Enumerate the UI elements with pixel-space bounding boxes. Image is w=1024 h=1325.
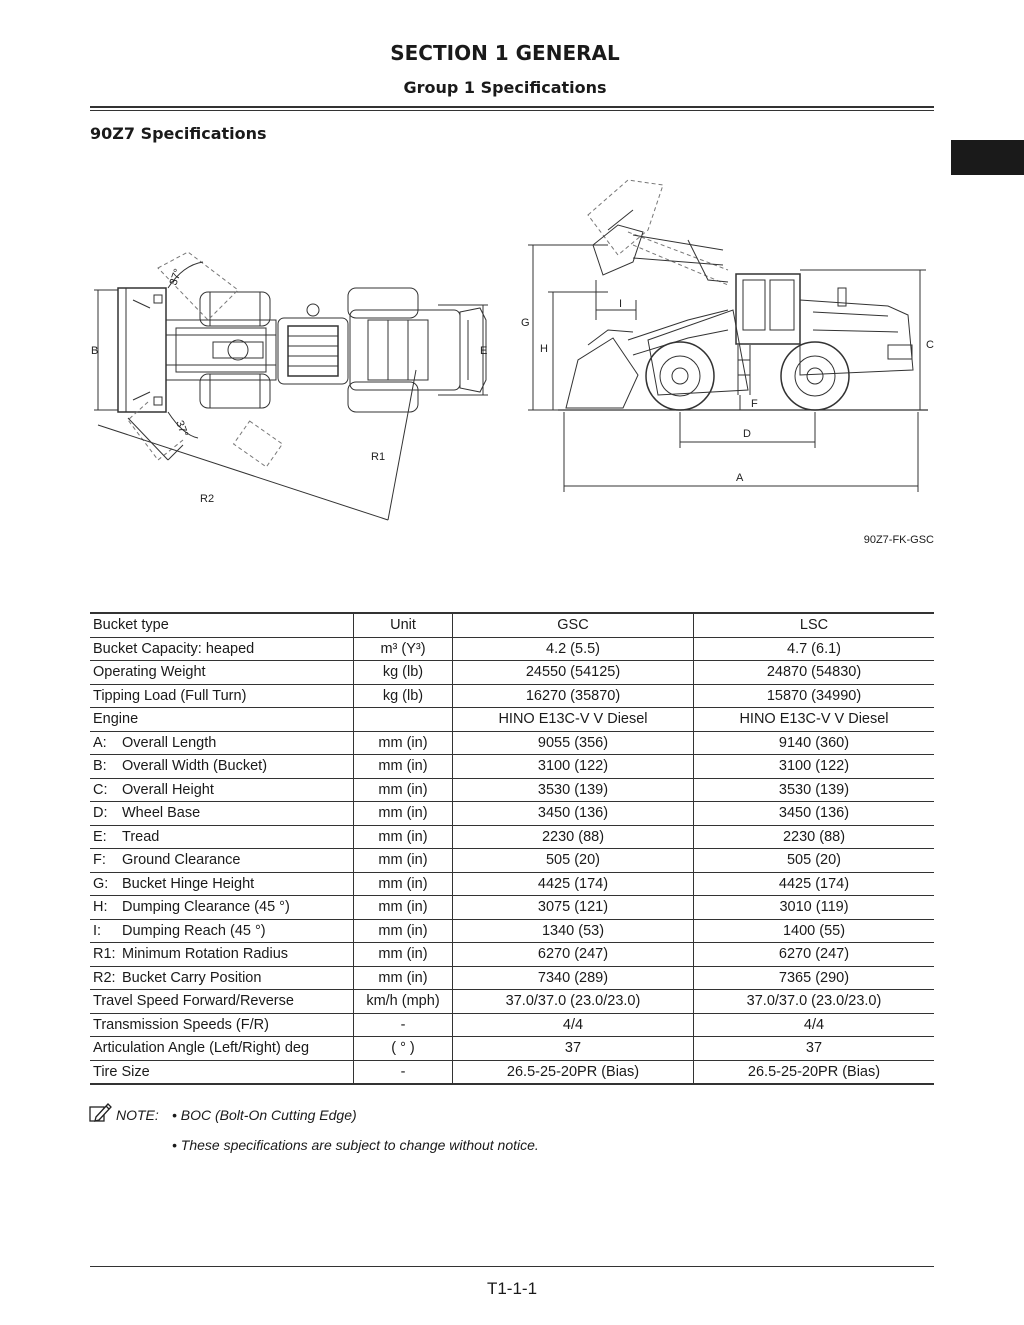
spec-unit: kg (lb)	[354, 661, 453, 685]
header-rule	[90, 106, 934, 108]
spec-gsc-value: 4.2 (5.5)	[453, 637, 694, 661]
spec-gsc-value: 3075 (121)	[453, 896, 694, 920]
table-row	[90, 825, 934, 849]
section-title: SECTION 1 GENERAL	[390, 41, 620, 65]
dim-label-d: D	[743, 428, 751, 440]
spec-item-prefix: I:	[93, 922, 102, 939]
spec-gsc-value: 3530 (139)	[453, 778, 694, 802]
dim-label-h: H	[540, 343, 548, 355]
spec-item-label: Operating Weight	[93, 664, 206, 681]
spec-gsc-value: 6270 (247)	[453, 943, 694, 967]
footer-rule	[90, 1266, 934, 1267]
spec-gsc-value: 3100 (122)	[453, 755, 694, 779]
table-row	[90, 684, 934, 708]
table-header-row	[90, 613, 934, 637]
spec-gsc-value: HINO E13C-V V Diesel	[453, 708, 694, 732]
note-item-disclaimer: • These specifications are subject to change without notice.	[172, 1137, 539, 1153]
group-title: Group 1 Specifications	[403, 78, 607, 97]
header-rule-thin	[90, 110, 934, 111]
spec-item-label: Tire Size	[93, 1063, 150, 1080]
spec-unit: kg (lb)	[354, 684, 453, 708]
spec-gsc-value: 26.5-25-20PR (Bias)	[453, 1060, 694, 1084]
spec-item-prefix: H:	[93, 899, 108, 916]
table-row	[90, 731, 934, 755]
spec-gsc-value: 505 (20)	[453, 849, 694, 873]
spec-gsc-value: 16270 (35870)	[453, 684, 694, 708]
dim-label-i: I	[619, 298, 623, 310]
figure-caption: 90Z7-FK-GSC	[863, 534, 934, 546]
spec-item	[90, 1013, 354, 1037]
header-unit: Unit	[354, 613, 453, 637]
spec-item-label: Bucket Carry Position	[122, 969, 262, 986]
spec-item	[90, 661, 354, 685]
spec-unit: mm (in)	[354, 778, 453, 802]
spec-lsc-value: 1400 (55)	[694, 919, 935, 943]
spec-item-label: Articulation Angle (Left/Right) deg	[93, 1040, 310, 1057]
dim-label-e: E	[480, 345, 488, 357]
table-row	[90, 755, 934, 779]
spec-unit: mm (in)	[354, 755, 453, 779]
spec-lsc-value: 3100 (122)	[694, 755, 935, 779]
note-item-boc: • BOC (Bolt-On Cutting Edge)	[172, 1107, 357, 1123]
spec-lsc-value: 4/4	[694, 1013, 935, 1037]
spec-unit: mm (in)	[354, 966, 453, 990]
spec-unit: km/h (mph)	[354, 990, 453, 1014]
spec-lsc-value: 3530 (139)	[694, 778, 935, 802]
spec-item-label: Bucket Hinge Height	[122, 875, 255, 892]
spec-gsc-value: 4425 (174)	[453, 872, 694, 896]
spec-item-prefix: A:	[93, 734, 107, 751]
spec-item-label: Tipping Load (Full Turn)	[93, 687, 247, 704]
spec-unit: mm (in)	[354, 802, 453, 826]
spec-item-label: Minimum Rotation Radius	[122, 946, 289, 963]
spec-item	[90, 1037, 354, 1061]
spec-item-label: Wheel Base	[122, 805, 201, 822]
spec-item	[90, 849, 354, 873]
spec-item-prefix: E:	[93, 828, 107, 845]
spec-unit: ( ° )	[354, 1037, 453, 1061]
dim-label-a: A	[736, 472, 744, 484]
spec-lsc-value: 37	[694, 1037, 935, 1061]
spec-item-prefix: R2:	[93, 969, 116, 986]
spec-lsc-value: 7365 (290)	[694, 966, 935, 990]
spec-unit: mm (in)	[354, 896, 453, 920]
spec-item-label: Transmission Speeds (F/R)	[93, 1016, 269, 1033]
spec-unit: mm (in)	[354, 731, 453, 755]
spec-item	[90, 802, 354, 826]
spec-lsc-value: HINO E13C-V V Diesel	[694, 708, 935, 732]
spec-unit	[354, 708, 453, 732]
spec-item	[90, 731, 354, 755]
spec-item-prefix: C:	[93, 781, 108, 798]
spec-item	[90, 919, 354, 943]
spec-item-prefix: F:	[93, 852, 106, 869]
table-row	[90, 849, 934, 873]
table-row	[90, 990, 934, 1014]
spec-item-label: Ground Clearance	[122, 852, 241, 869]
spec-unit: -	[354, 1013, 453, 1037]
spec-lsc-value: 4425 (174)	[694, 872, 935, 896]
spec-item-label: Dumping Clearance (45 °)	[122, 899, 290, 916]
header-gsc: GSC	[453, 613, 694, 637]
spec-lsc-value: 3010 (119)	[694, 896, 935, 920]
spec-unit: mm (in)	[354, 943, 453, 967]
table-row	[90, 1060, 934, 1084]
spec-item	[90, 943, 354, 967]
spec-unit: mm (in)	[354, 872, 453, 896]
spec-lsc-value: 6270 (247)	[694, 943, 935, 967]
spec-lsc-value: 3450 (136)	[694, 802, 935, 826]
dim-label-r1: R1	[371, 451, 386, 463]
table-row	[90, 661, 934, 685]
table-row	[90, 943, 934, 967]
spec-gsc-value: 9055 (356)	[453, 731, 694, 755]
top-view-drawing	[94, 252, 488, 520]
spec-item-label: Travel Speed Forward/Reverse	[93, 993, 294, 1010]
specifications-table	[90, 612, 934, 1085]
pencil-note-icon	[88, 1101, 112, 1125]
spec-heading: 90Z7 Specifications	[90, 124, 267, 143]
spec-item	[90, 778, 354, 802]
spec-item	[90, 684, 354, 708]
spec-item	[90, 1060, 354, 1084]
spec-item	[90, 708, 354, 732]
spec-item	[90, 872, 354, 896]
spec-gsc-value: 24550 (54125)	[453, 661, 694, 685]
spec-gsc-value: 3450 (136)	[453, 802, 694, 826]
spec-item	[90, 755, 354, 779]
header-lsc: LSC	[694, 613, 935, 637]
header-bucket-type: Bucket type	[90, 613, 354, 637]
table-row	[90, 919, 934, 943]
section-tab-marker	[951, 140, 1024, 175]
note-label: NOTE:	[116, 1107, 159, 1123]
spec-item-label: Dumping Reach (45 °)	[122, 922, 266, 939]
spec-item-label: Overall Height	[122, 781, 214, 798]
dim-label-b: B	[91, 345, 99, 357]
spec-item	[90, 896, 354, 920]
table-row	[90, 896, 934, 920]
angle-label-top: 37°	[167, 267, 185, 288]
dim-label-f: F	[751, 398, 758, 410]
spec-item-label: Tread	[122, 828, 160, 845]
spec-gsc-value: 37.0/37.0 (23.0/23.0)	[453, 990, 694, 1014]
spec-gsc-value: 37	[453, 1037, 694, 1061]
table-row	[90, 872, 934, 896]
table-row	[90, 778, 934, 802]
spec-item-prefix: B:	[93, 758, 107, 775]
spec-unit: m³ (Y³)	[354, 637, 453, 661]
table-row	[90, 802, 934, 826]
angle-label-bottom: 37°	[173, 418, 191, 439]
spec-lsc-value: 26.5-25-20PR (Bias)	[694, 1060, 935, 1084]
loader-dimension-drawing	[88, 170, 938, 530]
dim-label-r2: R2	[200, 493, 215, 505]
spec-item-label: Bucket Capacity: heaped	[93, 640, 255, 657]
dim-label-g: G	[521, 317, 530, 329]
spec-item-label: Overall Length	[122, 734, 217, 751]
table-row	[90, 708, 934, 732]
spec-unit: -	[354, 1060, 453, 1084]
table-row	[90, 966, 934, 990]
table-row	[90, 1037, 934, 1061]
spec-item-label: Overall Width (Bucket)	[122, 758, 268, 775]
spec-lsc-value: 4.7 (6.1)	[694, 637, 935, 661]
dim-label-c: C	[926, 339, 934, 351]
spec-item	[90, 990, 354, 1014]
spec-lsc-value: 9140 (360)	[694, 731, 935, 755]
spec-item-label: Engine	[93, 711, 139, 728]
spec-unit: mm (in)	[354, 849, 453, 873]
spec-item	[90, 966, 354, 990]
spec-lsc-value: 505 (20)	[694, 849, 935, 873]
table-row	[90, 637, 934, 661]
spec-item-prefix: R1:	[93, 946, 116, 963]
spec-item	[90, 637, 354, 661]
spec-gsc-value: 1340 (53)	[453, 919, 694, 943]
spec-item	[90, 825, 354, 849]
spec-gsc-value: 7340 (289)	[453, 966, 694, 990]
spec-lsc-value: 37.0/37.0 (23.0/23.0)	[694, 990, 935, 1014]
spec-lsc-value: 15870 (34990)	[694, 684, 935, 708]
page-number: T1-1-1	[486, 1279, 538, 1298]
spec-lsc-value: 2230 (88)	[694, 825, 935, 849]
spec-item-prefix: G:	[93, 875, 109, 892]
spec-gsc-value: 4/4	[453, 1013, 694, 1037]
spec-gsc-value: 2230 (88)	[453, 825, 694, 849]
spec-item-prefix: D:	[93, 805, 108, 822]
spec-lsc-value: 24870 (54830)	[694, 661, 935, 685]
side-view-drawing	[528, 180, 928, 492]
spec-unit: mm (in)	[354, 919, 453, 943]
spec-unit: mm (in)	[354, 825, 453, 849]
table-row	[90, 1013, 934, 1037]
